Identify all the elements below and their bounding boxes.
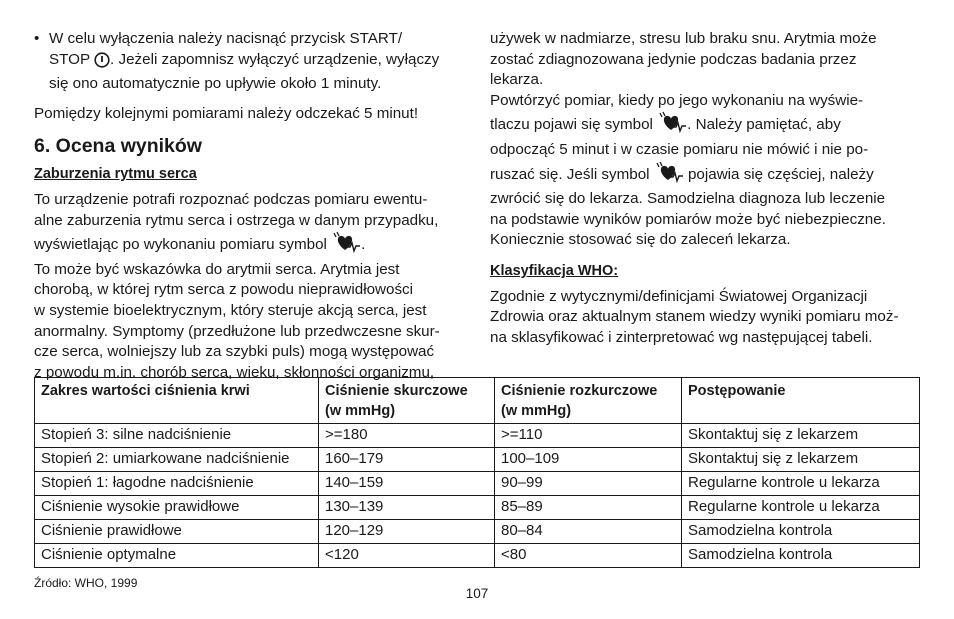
bullet-line-2: STOP . Jeżeli zapomnisz wyłączyć urządzenie, wyłączy [49, 50, 464, 75]
who-classification-table [34, 377, 920, 568]
header-systolic: Ciśnienie skurczowe (w mmHg) [319, 378, 495, 424]
right-line-7: ruszać się. Jeśli symbol pojawia się częściej, należy [490, 161, 920, 190]
para1-line-3: wyświetlając po wykonaniu pomiaru symbol . [34, 231, 464, 260]
arrhythmia-heart-icon [657, 111, 687, 140]
cell-range: Ciśnienie optymalne [35, 544, 319, 568]
arrhythmia-heart-icon [331, 231, 361, 260]
right-line-9: na podstawie wyników pomiarów może być niebezpieczne. [490, 210, 886, 228]
cell-action: Skontaktuj się z lekarzem [682, 448, 920, 472]
para1-line-2: alne zaburzenia rytmu serca i ostrzega w danym przypadku, [34, 211, 439, 229]
cell-systolic: 120–129 [319, 520, 495, 544]
cell-diastolic: 90–99 [495, 472, 682, 496]
cell-action: Skontaktuj się z lekarzem [682, 424, 920, 448]
para2-line-5: cze serca, wolniejszy lub za szybki puls) mogą występować [34, 343, 435, 361]
bullet-dot: • [34, 30, 40, 47]
section-title: 6. Ocena wyników [34, 135, 202, 158]
para2-line-1: To może być wskazówka do arytmii serca. Arytmia jest [34, 260, 400, 278]
right-line-8: zwrócić się do lekarza. Samodzielna diagnoza lub leczenie [490, 190, 886, 208]
cell-systolic: 160–179 [319, 448, 495, 472]
table-row [35, 472, 920, 496]
cell-range: Stopień 3: silne nadciśnienie [35, 424, 319, 448]
right-line-2: zostać zdiagnozowana jedynie podczas badania przez [490, 50, 857, 68]
table-row [35, 544, 920, 568]
subheading-arrhythmia: Zaburzenia rytmu serca [34, 166, 197, 183]
header-diastolic: Ciśnienie rozkurczowe (w mmHg) [495, 378, 682, 424]
table-header-row [35, 378, 920, 424]
header-range: Zakres wartości ciśnienia krwi [35, 378, 319, 424]
who-line-2: Zdrowia oraz aktualnym stanem wiedzy wyniki pomiaru moż- [490, 308, 899, 326]
right-line-6: odpocząć 5 minut i w czasie pomiaru nie mówić i nie po- [490, 140, 869, 158]
table-row [35, 520, 920, 544]
bullet-item [34, 29, 464, 95]
cell-range: Stopień 1: łagodne nadciśnienie [35, 472, 319, 496]
para2-line-2: chorobą, w której rytm serca z powodu nieprawidłowości [34, 281, 414, 299]
cell-range: Ciśnienie wysokie prawidłowe [35, 496, 319, 520]
cell-action: Regularne kontrole u lekarza [682, 496, 920, 520]
who-line-3: na sklasyfikować i zinterpretować wg następującej tabeli. [490, 328, 873, 346]
cell-diastolic: >=110 [495, 424, 682, 448]
cell-systolic: <120 [319, 544, 495, 568]
right-line-10: Koniecznie stosować się do zaleceń lekarza. [490, 231, 791, 249]
bullet-line-1: W celu wyłączenia należy nacisnąć przycisk START/ [49, 30, 403, 47]
table-row [35, 424, 920, 448]
source-note: Źródło: WHO, 1999 [34, 576, 138, 590]
para2-line-3: w systemie bioelektrycznym, który steruje akcją serca, jest [34, 301, 427, 319]
cell-diastolic: 85–89 [495, 496, 682, 520]
table-row [35, 496, 920, 520]
header-action: Postępowanie [682, 378, 920, 424]
cell-action: Samodzielna kontrola [682, 544, 920, 568]
cell-systolic: 140–159 [319, 472, 495, 496]
para1-line-1: To urządzenie potrafi rozpoznać podczas pomiaru ewentu- [34, 190, 428, 208]
right-line-1: używek w nadmiarze, stresu lub braku snu. Arytmia może [490, 30, 877, 47]
arrhythmia-heart-icon [654, 161, 684, 190]
right-line-5: tlaczu pojawi się symbol . Należy pamiętać, aby [490, 111, 920, 140]
cell-diastolic: <80 [495, 544, 682, 568]
right-line-4: Powtórzyć pomiar, kiedy po jego wykonaniu na wyświe- [490, 91, 864, 109]
cell-diastolic: 80–84 [495, 520, 682, 544]
cell-diastolic: 100–109 [495, 448, 682, 472]
para2-line-6: z powodu m.in. chorób serca, wieku, skłonności organizmu, [34, 363, 435, 381]
bullet-line-3: się ono automatycznie po upływie około 1 minuty. [49, 75, 382, 93]
cell-range: Ciśnienie prawidłowe [35, 520, 319, 544]
who-heading: Klasyfikacja WHO: [490, 262, 619, 279]
pause-note: Pomiędzy kolejnymi pomiarami należy odczekać 5 minut! [34, 104, 419, 122]
cell-action: Samodzielna kontrola [682, 520, 920, 544]
para2-line-4: anormalny. Symptomy (przedłużone lub przedwczesne skur- [34, 322, 440, 340]
right-column [490, 29, 920, 348]
cell-action: Regularne kontrole u lekarza [682, 472, 920, 496]
power-button-icon [94, 51, 110, 75]
page-number: 107 [465, 586, 489, 601]
cell-systolic: 130–139 [319, 496, 495, 520]
left-column [34, 29, 464, 383]
table-row [35, 448, 920, 472]
right-line-3: lekarza. [490, 71, 544, 89]
cell-range: Stopień 2: umiarkowane nadciśnienie [35, 448, 319, 472]
who-line-1: Zgodnie z wytycznymi/definicjami Światowej Organizacji [490, 287, 868, 305]
cell-systolic: >=180 [319, 424, 495, 448]
